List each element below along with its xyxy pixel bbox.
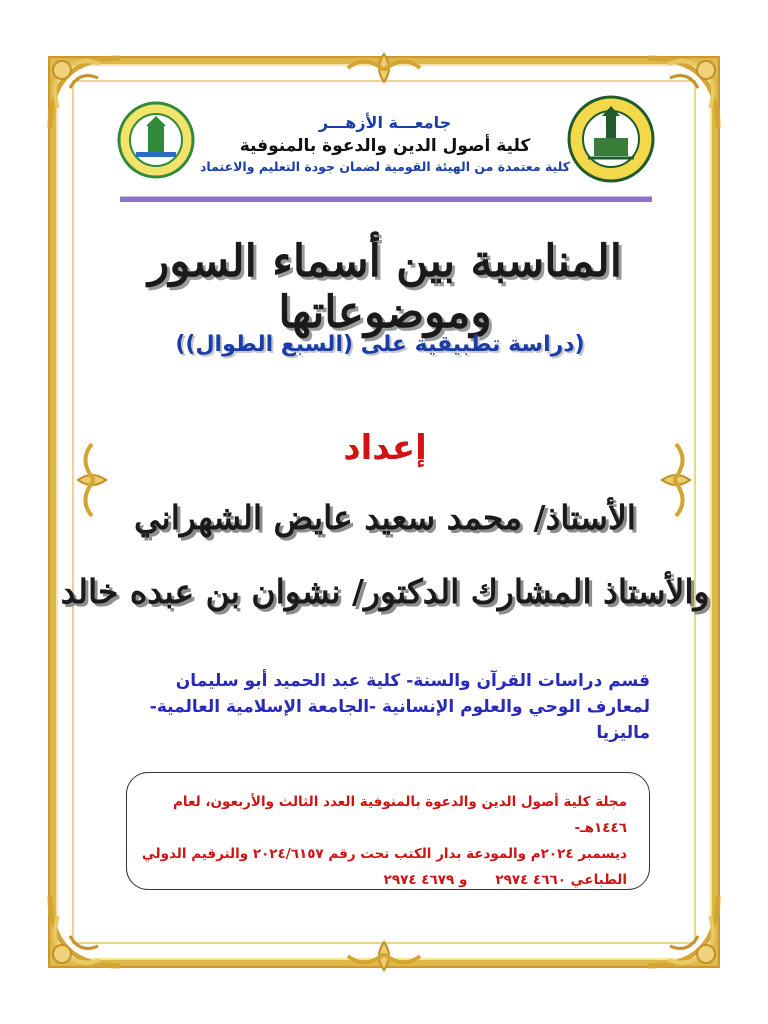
affiliation-block	[120, 668, 650, 746]
affiliation-line: ماليزيا	[596, 723, 650, 743]
author-name: والأستاذ المشارك الدكتور/ نشوان بن عبده خالد	[60, 572, 710, 611]
journal-info-box	[126, 772, 650, 890]
journal-line: ديسمبر ٢٠٢٤م والمودعة بدار الكتب تحت رقم ٢٠٢٤/٦١٥٧ والترقيم الدولي	[141, 846, 627, 862]
header-divider	[120, 196, 652, 202]
affiliation-line: قسم دراسات القرآن والسنة- كلية عبد الحميد أبو سليمان	[175, 671, 650, 691]
fleur-ornament-icon	[334, 938, 434, 974]
journal-line: مجلة كلية أصول الدين والدعوة بالمنوفية العدد الثالث والأربعون، لعام ١٤٤٦هـ-	[173, 794, 627, 836]
accreditation-note: كلية معتمدة من الهيئة القومية لضمان جودة التعليم والاعتماد	[199, 159, 570, 174]
document-title: المناسبة بين أسماء السور وموضوعاتها	[148, 236, 622, 338]
university-name: جامعـــة الأزهـــر	[318, 113, 452, 132]
corner-ornament-icon	[638, 886, 728, 976]
affiliation-line: لمعارف الوحي والعلوم الإنسانية -الجامعة الإسلامية العالمية-	[149, 697, 650, 717]
author-name: الأستاذ/ محمد سعيد عايض الشهراني	[134, 498, 636, 537]
isbn-row	[139, 867, 627, 893]
corner-ornament-icon	[40, 886, 130, 976]
college-name: كلية أصول الدين والدعوة بالمنوفية	[239, 136, 531, 156]
document-subtitle: (دراسة تطبيقية على (السبع الطوال))	[175, 332, 585, 357]
fleur-ornament-icon	[334, 50, 434, 86]
online-isbn: و ٤٦٧٩ ٢٩٧٤	[383, 872, 468, 888]
print-isbn: الطباعي ٤٦٦٠ ٢٩٧٤	[495, 872, 627, 888]
prepared-by-label: إعداد	[343, 428, 427, 468]
institution-header	[170, 112, 600, 176]
